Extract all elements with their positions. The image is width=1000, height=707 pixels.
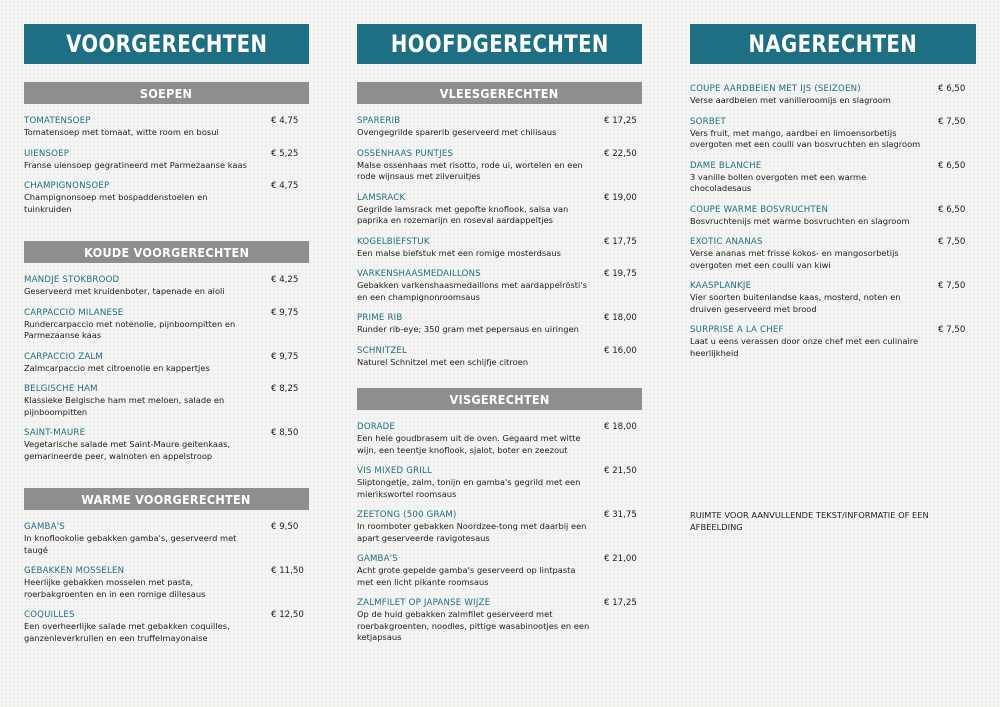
item-name: COUPE WARME BOSVRUCHTEN — [690, 204, 829, 215]
item-name: COUPE AARDBEIEN MET IJS (SEIZOEN) — [690, 84, 861, 94]
item-name: ZEETONG (500 GRAM) — [357, 510, 457, 520]
item-description: Vegetarische salade met Saint-Maure geitenkaas, gemarineerde peer, walnoten en appelstroop — [24, 439, 231, 461]
item-description: Malse ossenhaas met risotto, rode ui, wortelen en een rode wijnsaus met zilveruitjes — [357, 159, 583, 181]
item-name: SCHNITZEL — [357, 345, 408, 356]
menu-item — [357, 598, 642, 644]
item-price: € 4,75 — [271, 181, 299, 191]
item-description: Champignonsoep met bospaddenstoelen en tuinkruiden — [24, 192, 208, 214]
item-price: € 9,75 — [271, 307, 299, 318]
item-description: Franse uiensoep gegratineerd met Parmezaanse kaas — [24, 159, 247, 170]
menu-item — [690, 325, 976, 359]
item-name: BELGISCHE HAM — [24, 384, 98, 394]
item-price: € 18,00 — [604, 313, 637, 323]
section-vleesgerechten — [357, 82, 642, 368]
menu-item — [24, 275, 309, 298]
menu-item — [357, 346, 642, 369]
column-voorgerechten — [24, 24, 309, 654]
column-title-text: NAGERECHTEN — [748, 30, 918, 58]
section-title-text: WARME VOORGERECHTEN — [81, 491, 252, 507]
item-description: Zalmcarpaccio met citroenolie en kappertjes — [24, 362, 210, 373]
item-price: € 19,00 — [604, 192, 637, 203]
item-name: SURPRISE A LA CHEF — [690, 325, 784, 335]
item-price: € 9,75 — [271, 351, 299, 362]
menu-item — [357, 313, 642, 336]
menu-item — [357, 237, 642, 260]
menu-item — [24, 352, 309, 375]
item-name: CARPACCIO MILANESE — [24, 307, 124, 318]
section-title — [24, 82, 309, 104]
menu-item — [357, 510, 642, 544]
item-description: Gebakken varkenshaasmedaillons met aardappelrösti's en een champignonroomsaus — [357, 280, 587, 302]
item-description: Een overheerlijke salade met gebakken coquilles, ganzenleverkrullen en een truffelmayonaise — [24, 621, 230, 643]
menu-item — [690, 84, 976, 107]
item-description: Gegrilde lamsrack met gepofte knoflook, salsa van paprika en rozemarijn en roseval aardappeltjes — [357, 203, 569, 225]
item-description: Op de huid gebakken zalmfilet geserveerd met roerbakgroenten, noodles, pittige wasabinootjes en een ketjapsaus — [357, 609, 590, 642]
item-name: SPARERIB — [357, 116, 401, 126]
item-price: € 7,50 — [938, 281, 966, 291]
item-price: € 16,00 — [604, 345, 637, 356]
item-name: VARKENSHAASMEDAILLONS — [357, 269, 481, 279]
section-soepen — [24, 82, 309, 215]
section-visgerechten — [357, 388, 642, 644]
item-description: Laat u eens verassen door onze chef met een culinaire heerlijkheid — [690, 336, 919, 358]
menu-item — [690, 161, 976, 195]
section-title — [357, 388, 642, 410]
item-description: Runder rib-eye; 350 gram met pepersaus en uiringen — [357, 324, 579, 334]
item-name: EXOTIC ANANAS — [690, 237, 763, 247]
item-description: In roomboter gebakken Noordzee-tong met daarbij een apart geserveerde ravigotesaus — [357, 521, 587, 543]
item-price: € 17,25 — [604, 116, 637, 126]
item-price: € 18,00 — [604, 422, 637, 432]
item-name: GEBAKKEN MOSSELEN — [24, 566, 125, 576]
column-hoofdgerechten — [357, 24, 642, 654]
menu-item — [690, 117, 976, 151]
item-price: € 8,25 — [271, 384, 299, 394]
column-title-text: VOORGERECHTEN — [65, 30, 268, 58]
menu-item — [690, 205, 976, 228]
menu-item — [357, 554, 642, 588]
item-price: € 9,50 — [271, 522, 299, 532]
menu-item — [24, 384, 309, 418]
item-price: € 6,50 — [938, 160, 966, 171]
item-name: VIS MIXED GRILL — [357, 466, 432, 476]
section-title — [24, 488, 309, 510]
menu-item — [357, 422, 642, 456]
placeholder-note: RUIMTE VOOR AANVULLENDE TEKST/INFORMATIE OF EEN AFBEELDING — [690, 510, 929, 532]
item-name: TOMATENSOEP — [24, 116, 91, 126]
menu-item — [24, 308, 309, 342]
column-title — [690, 24, 976, 64]
item-price: € 4,75 — [271, 116, 299, 126]
section-warme-voorgerechten — [24, 488, 309, 644]
item-price: € 7,50 — [938, 325, 966, 335]
menu-item — [24, 116, 309, 139]
item-price: € 21,00 — [604, 554, 637, 564]
item-description: In knoflookolie gebakken gamba's, geserveerd met taugé — [24, 533, 237, 555]
column-title — [24, 24, 309, 64]
item-description: Naturel Schnitzel met een schijfje citroen — [357, 356, 529, 367]
item-description: Bosvruchtenijs met warme bosvruchten en slagroom — [690, 215, 910, 226]
item-name: OSSENHAAS PUNTJES — [357, 148, 454, 159]
column-title — [357, 24, 642, 64]
item-description: Rundercarpaccio met notenolie, pijnboompitten en Parmezaanse kaas — [24, 318, 236, 340]
section-title-text: VLEESGERECHTEN — [440, 85, 559, 101]
item-description: 3 vanille bollen overgoten met een warme chocoladesaus — [690, 171, 867, 193]
menu-item — [24, 181, 309, 215]
item-name: KOGELBIEFSTUK — [357, 236, 430, 247]
item-description: Een hele goudbrasem uit de oven. Gegaard met witte wijn, een teentje knoflook, sjalot, boter en zeezout — [357, 433, 581, 455]
item-price: € 7,50 — [938, 116, 966, 127]
menu-item — [690, 281, 976, 315]
section-title-text: VISGERECHTEN — [449, 391, 550, 407]
item-price: € 22,50 — [604, 148, 637, 159]
item-price: € 17,25 — [604, 598, 637, 608]
item-description: Vier soorten buitenlandse kaas, mosterd, noten en druiven geserveerd met brood — [690, 292, 901, 314]
menu-item — [357, 269, 642, 303]
item-name: COQUILLES — [24, 610, 75, 620]
item-name: ZALMFILET OP JAPANSE WIJZE — [357, 598, 491, 608]
item-name: SORBET — [690, 116, 726, 127]
menu-item — [357, 193, 642, 227]
menu-item — [357, 466, 642, 500]
menu-item — [24, 149, 309, 172]
item-name: CARPACCIO ZALM — [24, 351, 104, 362]
item-description: Een malse biefstuk met een romige mosterdsaus — [357, 247, 561, 258]
item-price: € 8,50 — [271, 428, 299, 438]
menu-item — [690, 237, 976, 271]
item-description: Tomatensoep met tomaat, witte room en bosui — [24, 127, 219, 137]
item-name: MANDJE STOKBROOD — [24, 275, 120, 285]
item-name: UIENSOEP — [24, 148, 70, 159]
item-price: € 17,75 — [604, 236, 637, 247]
item-price: € 31,75 — [604, 510, 637, 520]
section-desserts — [690, 84, 976, 359]
menu-item — [24, 522, 309, 556]
item-price: € 6,50 — [938, 84, 966, 94]
item-price: € 5,25 — [271, 148, 299, 159]
menu-item — [24, 428, 309, 462]
column-title-text: HOOFDGERECHTEN — [390, 30, 609, 58]
item-price: € 12,50 — [271, 610, 304, 620]
item-name: SAINT-MAURE — [24, 428, 86, 438]
item-description: Verse ananas met frisse kokos- en mangosorbetijs overgoten met een coulli van kiwi — [690, 248, 899, 270]
section-title — [24, 241, 309, 263]
item-description: Geserveerd met kruidenboter, tapenade en aioli — [24, 286, 225, 296]
item-description: Ovengegrilde sparerib geserveerd met chilisaus — [357, 127, 557, 137]
item-name: PRIME RIB — [357, 313, 403, 323]
column-nagerechten — [690, 24, 976, 369]
menu-item — [24, 566, 309, 600]
item-description: Klassieke Belgische ham met meloen, salade en pijnboompitten — [24, 395, 225, 417]
item-price: € 11,50 — [271, 566, 304, 576]
item-name: CHAMPIGNONSOEP — [24, 181, 110, 191]
section-title-text: KOUDE VOORGERECHTEN — [83, 244, 249, 260]
item-name: DORADE — [357, 422, 396, 432]
section-title-text: SOEPEN — [140, 85, 193, 101]
item-name: GAMBA'S — [24, 522, 65, 532]
item-name: LAMSRACK — [357, 192, 406, 203]
section-koude-voorgerechten — [24, 241, 309, 462]
item-description: Sliptongetje, zalm, tonijn en gamba's gegrild met een mierikswortel roomsaus — [357, 477, 581, 499]
menu-item — [357, 149, 642, 183]
item-description: Verse aardbeien met vanilleroomijs en slagroom — [690, 95, 891, 105]
section-title — [357, 82, 642, 104]
menu-item — [357, 116, 642, 139]
item-name: DAME BLANCHE — [690, 160, 762, 171]
item-price: € 19,75 — [604, 269, 637, 279]
menu-item — [24, 610, 309, 644]
item-price: € 4,25 — [271, 275, 299, 285]
item-name: GAMBA'S — [357, 554, 398, 564]
item-description: Vers fruit, met mango, aardbei en limoensorbetijs overgoten met een coulli van bosvruchten en slagroom — [690, 127, 921, 149]
item-price: € 6,50 — [938, 204, 966, 215]
item-price: € 21,50 — [604, 466, 637, 476]
item-description: Heerlijke gebakken mosselen met pasta, roerbakgroenten en in een romige dillesaus — [24, 577, 206, 599]
item-description: Acht grote gepelde gamba's geserveerd op lintpasta met een licht pikante roomsaus — [357, 565, 576, 587]
item-name: KAASPLANKJE — [690, 281, 752, 291]
item-price: € 7,50 — [938, 237, 966, 247]
